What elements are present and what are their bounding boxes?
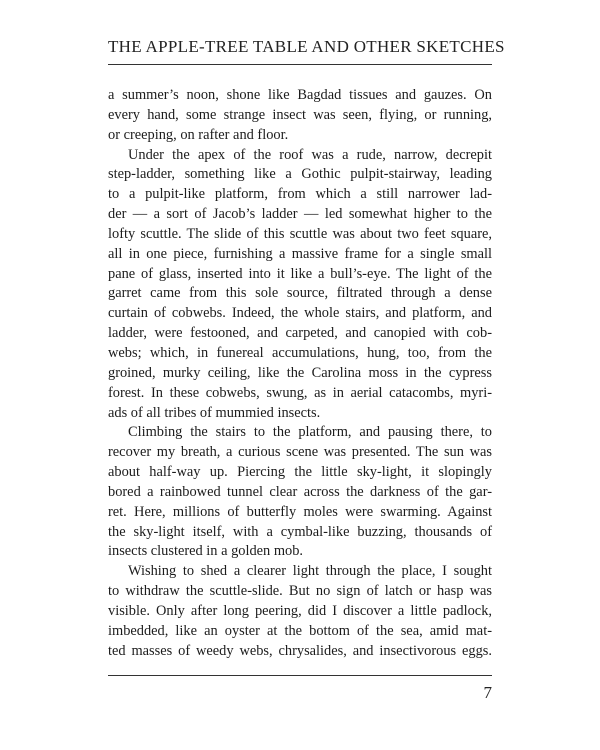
page-number: 7 [483, 683, 492, 702]
text-line: every hand, some strange insect was seen, flying, or running, [108, 106, 492, 123]
text-line: ladder, were festooned, and carpeted, and canopied with cob- [108, 325, 492, 342]
text-line: ted masses of weedy webs, chrysalides, and insectivorous eggs. [108, 642, 492, 659]
text-line: step-ladder, something like a Gothic pulpit-stairway, leading [108, 166, 492, 183]
text-line: bored a rainbowed tunnel clear across the darkness of the gar- [108, 483, 492, 500]
text-line: to a pulpit-like platform, from which a still narrower lad- [108, 186, 492, 203]
text-line: groined, murky ceiling, like the Carolina moss in the cypress [108, 364, 492, 381]
text-line: insects clustered in a golden mob. [108, 543, 304, 560]
text-line: garret came from this sole source, filtrated through a dense [108, 285, 492, 302]
text-line: Climbing the stairs to the platform, and pausing there, to [128, 424, 492, 441]
text-line: lofty scuttle. The slide of this scuttle was about two feet square, [108, 225, 492, 242]
text-line: pane of glass, inserted into it like a bull’s-eye. The light of the [108, 265, 492, 282]
text-line: Wishing to shed a clearer light through the place, I sought [128, 563, 492, 580]
text-line: recover my breath, a curious scene was presented. The sun was [108, 444, 492, 461]
text-line: curtain of cobwebs. Indeed, the whole stairs, and platform, and [108, 305, 492, 322]
text-line: Under the apex of the roof was a rude, narrow, decrepit [128, 146, 492, 163]
running-head: THE APPLE-TREE TABLE AND OTHER SKETCHES [108, 37, 505, 56]
footer-rule [108, 675, 492, 676]
text-line: ads of all tribes of mummied insects. [108, 404, 321, 421]
text-line: ret. Here, millions of butterfly moles were swarming. Against [108, 503, 492, 520]
body-text [108, 86, 492, 661]
text-line: der — a sort of Jacob’s ladder — led somewhat higher to the [108, 206, 492, 223]
text-line: or creeping, on rafter and floor. [108, 126, 289, 143]
text-line: a summer’s noon, shone like Bagdad tissues and gauzes. On [108, 87, 492, 103]
text-line: the sky-light itself, with a cymbal-like buzzing, thousands of [108, 523, 492, 540]
text-line: imbedded, like an oyster at the bottom of the sea, amid mat- [108, 622, 492, 639]
header-rule [108, 64, 492, 65]
text-line: webs; which, in funereal accumulations, hung, too, from the [108, 344, 492, 361]
text-line: visible. Only after long peering, did I discover a little padlock, [108, 602, 492, 619]
text-line: to withdraw the scuttle-slide. But no sign of latch or hasp was [108, 583, 492, 600]
text-line: forest. In these cobwebs, swung, as in aerial catacombs, myri- [108, 384, 492, 401]
text-line: all in one piece, furnishing a massive frame for a single small [108, 245, 492, 262]
text-line: about half-way up. Piercing the little sky-light, it slopingly [108, 464, 492, 481]
